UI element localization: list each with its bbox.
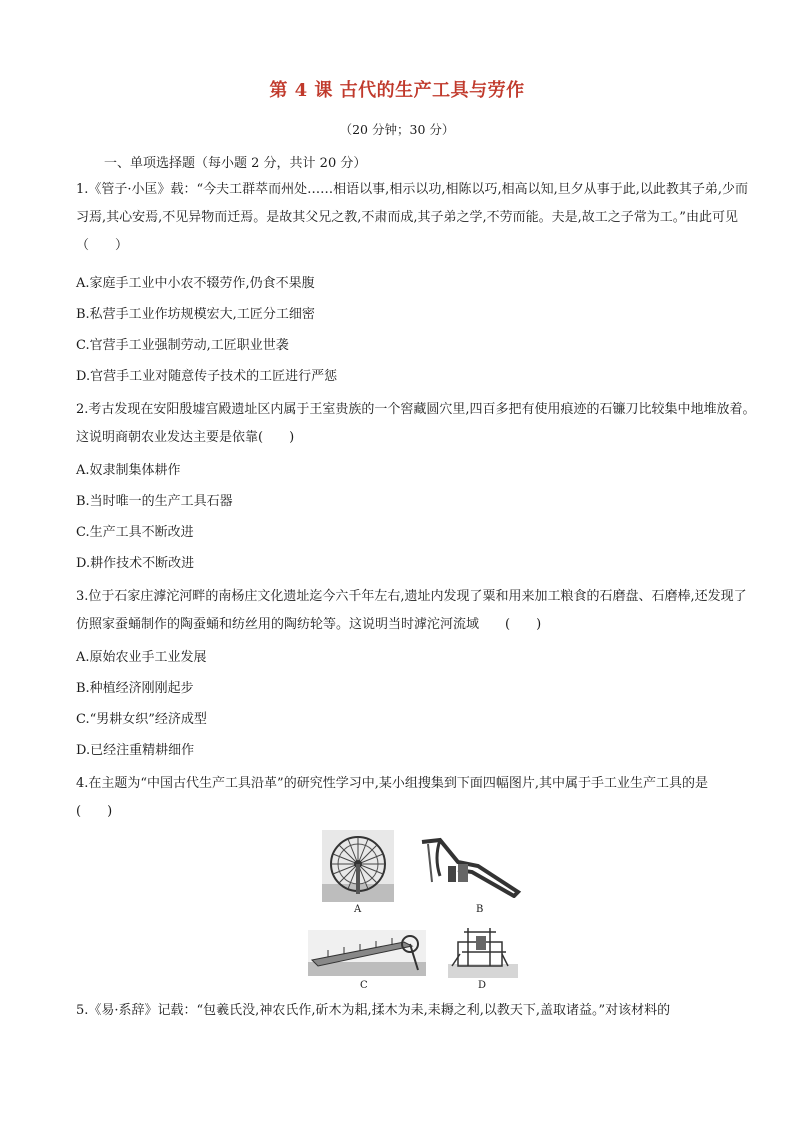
figure-label-c: C [360, 980, 368, 991]
question-3-option-d: D.已经注重精耕细作 [76, 743, 195, 758]
figure-label-a: A [354, 904, 362, 915]
page-subtitle: （20 分钟；30 分） [339, 122, 455, 137]
section-heading: 一、单项选择题（每小题 2 分，共计 20 分） [104, 156, 367, 171]
question-3-option-b: B.种植经济刚刚起步 [76, 681, 194, 696]
chain-pump-image [308, 930, 426, 976]
loom-image [448, 924, 518, 978]
question-2-option-c: C.生产工具不断改进 [76, 525, 194, 540]
page-title: 第 4 课 古代的生产工具与劳作 [269, 80, 525, 101]
question-2-option-b: B.当时唯一的生产工具石器 [76, 494, 233, 509]
figure-label-b: B [476, 904, 484, 915]
question-1-stem: 1.《管子·小匡》载：“今夫工群萃而州处……相语以事,相示以功,相陈以巧,相高以知,旦夕从事于此,以此教其子弟,少而习焉,其心安焉,不见异物而迁焉。是故其父兄之教,不肃而成,其子弟之学,不劳而能。夫是,故工之子常为工。”由此可见（ ） [76, 182, 748, 253]
question-3-option-c: C.“男耕女织”经济成型 [76, 712, 207, 727]
waterwheel-image [322, 830, 394, 902]
question-4-stem: 4.在主题为“中国古代生产工具沿革”的研究性学习中,某小组搜集到下面四幅图片,其中属于手工业生产工具的是 ( ) [76, 776, 721, 819]
plough-image [418, 836, 528, 898]
question-1-option-b: B.私营手工业作坊规模宏大,工匠分工细密 [76, 307, 315, 322]
question-2-stem: 2.考古发现在安阳殷墟宫殿遗址区内属于王室贵族的一个窖藏圆穴里,四百多把有使用痕迹的石镰刀比较集中地堆放着。这说明商朝农业发达主要是依靠( ) [76, 402, 756, 445]
question-2-option-a: A.奴隶制集体耕作 [76, 463, 181, 478]
question-2-option-d: D.耕作技术不断改进 [76, 556, 195, 571]
question-3-stem: 3.位于石家庄滹沱河畔的南杨庄文化遗址迄今六千年左右,遗址内发现了粟和用来加工粮食的石磨盘、石磨棒,还发现了仿照家蚕蛹制作的陶蚕蛹和纺丝用的陶纺轮等。这说明当时滹沱河流域 ( ) [76, 589, 747, 632]
question-1-option-a: A.家庭手工业中小农不辍劳作,仍食不果腹 [76, 276, 315, 291]
question-3-option-a: A.原始农业手工业发展 [76, 650, 207, 665]
question-5-stem: 5.《易·系辞》记载：“包羲氏没,神农氏作,斫木为耜,揉木为耒,耒耨之利,以教天下,盖取诸益。”对该材料的 [76, 1003, 671, 1018]
question-1-option-c: C.官营手工业强制劳动,工匠职业世袭 [76, 338, 289, 353]
figure-label-d: D [478, 980, 487, 991]
question-4-figures [300, 830, 540, 990]
question-1-option-d: D.官营手工业对随意传子技术的工匠进行严惩 [76, 369, 338, 384]
